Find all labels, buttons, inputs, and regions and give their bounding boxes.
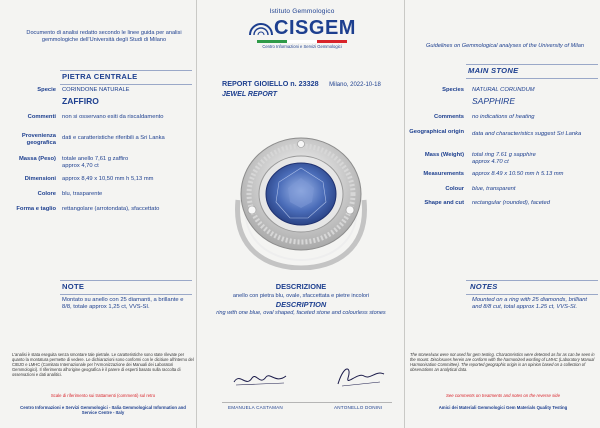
logo-wordmark: CISGEM xyxy=(274,17,356,39)
value-species: NATURAL CORUNDUM xyxy=(472,87,535,93)
right-reference-note: See comments on treatments and notes on the reverse side xyxy=(446,393,560,398)
signature-1 xyxy=(230,368,290,390)
label-mass: Mass (Weight) xyxy=(424,152,464,158)
right-note-title: NOTES xyxy=(470,282,498,291)
ring-photo xyxy=(228,130,374,270)
value-specie: CORINDONE NATURALE xyxy=(62,87,130,93)
value-dimensioni: approx 8,49 x 10,50 mm h 5,13 mm xyxy=(62,176,154,182)
label-comments: Comments xyxy=(434,114,464,120)
report-number: REPORT GIOIELLO n. 23328 xyxy=(222,79,319,88)
label-colore: Colore xyxy=(37,191,56,197)
label-forma: Forma e taglio xyxy=(16,206,56,212)
left-footer: Centro Informazioni e Servizi Gemmologici - Italia Gemmological Information and Service Centre - Italy xyxy=(20,405,186,416)
label-specie: Specie xyxy=(37,87,56,93)
label-provenienza: Provenienza geografica xyxy=(21,133,56,146)
fold-line-right xyxy=(404,0,405,428)
report-date: Milano, 2022-10-18 xyxy=(329,82,381,88)
left-note-text: Montato su anello con 25 diamanti, a brillante e 8/8, totale approx 1,25 ct, VVS-SI. xyxy=(62,297,184,310)
label-dimensioni: Dimensioni xyxy=(24,176,56,182)
divider-line xyxy=(466,78,598,79)
description-title-en: DESCRIPTION xyxy=(275,300,327,309)
divider-line xyxy=(60,280,192,281)
report-subtitle: JEWEL REPORT xyxy=(222,91,277,98)
label-shape: Shape and cut xyxy=(424,200,464,206)
fold-line-left xyxy=(196,0,197,428)
label-measurements: Measurements xyxy=(423,171,464,177)
report-heading xyxy=(222,73,402,98)
value-shape: rectangular (rounded), faceted xyxy=(472,200,550,206)
value-gem-name: ZAFFIRO xyxy=(62,96,99,106)
divider-line xyxy=(60,294,192,295)
value-massa: totale anello 7,61 g zaffiro approx 4,70 ct xyxy=(62,156,129,169)
value-colour: blue, transparent xyxy=(472,186,516,192)
left-note-title: NOTE xyxy=(62,282,85,291)
divider-line xyxy=(60,84,192,85)
value-mass: total ring 7.61 g sapphire approx 4.70 ct xyxy=(472,152,536,165)
value-provenienza: dati e caratteristiche riferibili a Sri Lanka xyxy=(62,135,165,141)
signature-line xyxy=(222,402,392,403)
left-reference-note: Scale di riferimento sui trattamenti (commenti) sul retro xyxy=(50,393,156,398)
divider-line xyxy=(60,70,192,71)
gem-arc-icon xyxy=(248,20,274,38)
description-title: DESCRIZIONE xyxy=(275,282,327,291)
logo-subtitle: Centro Informazioni e Servizi Gemmologici xyxy=(262,44,342,49)
divider-line xyxy=(466,64,598,65)
label-species: Species xyxy=(442,87,464,93)
value-gem-name-en: SAPPHIRE xyxy=(472,96,515,106)
right-section-title: MAIN STONE xyxy=(468,66,519,75)
institute-name: Istituto Gemmologico xyxy=(269,8,335,15)
value-origin: data and characteristics suggest Sri Lanka xyxy=(472,131,582,137)
cisgem-logo xyxy=(232,8,372,49)
signer-2-name: ANTONELLO DONINI xyxy=(334,405,383,410)
value-comments: no indications of heating xyxy=(472,114,535,120)
right-note-text: Mounted on a ring with 25 diamonds, brilliant and 8/8 cut, total approx 1.25 ct, VVS-SI. xyxy=(472,297,588,310)
value-commenti: non si osservano esiti da riscaldamento xyxy=(62,114,164,120)
signer-1-name: EMANUELA CASTAMAN xyxy=(228,405,283,410)
value-forma: rettangolare (arrotondata), sfaccettato xyxy=(62,206,160,212)
divider-line xyxy=(466,294,598,295)
description-it: anello con pietra blu, ovale, sfaccettata e pietre incolori xyxy=(232,293,370,299)
description-en: ring with one blue, oval shaped, faceted stone and colourless stones xyxy=(216,310,386,316)
left-header: Documento di analisi redatto secondo le linee guida per analisi gemmologiche dell'Università degli Studi di Milano xyxy=(26,30,182,43)
description-block xyxy=(206,282,396,316)
right-footer: Amici dei Materiali Gemmologici Gem Materials Quality Testing xyxy=(438,405,568,410)
left-section-title: PIETRA CENTRALE xyxy=(62,72,138,81)
label-origin: Geographical origin xyxy=(409,129,464,135)
divider-line xyxy=(466,280,598,281)
left-disclaimer: L'analisi è stata eseguita senza smontare tale pietrale. Le caratteristiche sono state rilevate per quanto la montatura permette di vedere. Le dichiarazioni sono conformi con le dicitiure all'interno del CIBJO e LMHC (Comitato Internazionale per l'Armonizzazione dei Manuali dei Laboratori Gemmologici). Il riferimento all'origine geografica è il parere di esperti basato sulla raccolta di osservazioni e dati analitici. xyxy=(12,352,194,377)
label-colour: Colour xyxy=(445,186,464,192)
signature-2 xyxy=(330,362,390,390)
value-colore: blu, trasparente xyxy=(62,191,103,197)
right-header: Guidelines on Gemmological analyses of the University of Milan xyxy=(426,43,584,49)
right-disclaimer: The stones/wax were not used for gem testing. Characteristics were detected as far as can be seen in the mount. Disclosures herein are conform with the harmonized wording of LMHC (Laboratory Manual Harmonisation Committee). The reported geographic origin is an opinion based on a collection of observations an analytical data. xyxy=(410,352,595,372)
label-commenti: Commenti xyxy=(27,114,56,120)
value-measurements: approx 8.49 x 10.50 mm h 5.13 mm xyxy=(472,171,564,177)
label-massa: Massa (Peso) xyxy=(18,156,56,162)
